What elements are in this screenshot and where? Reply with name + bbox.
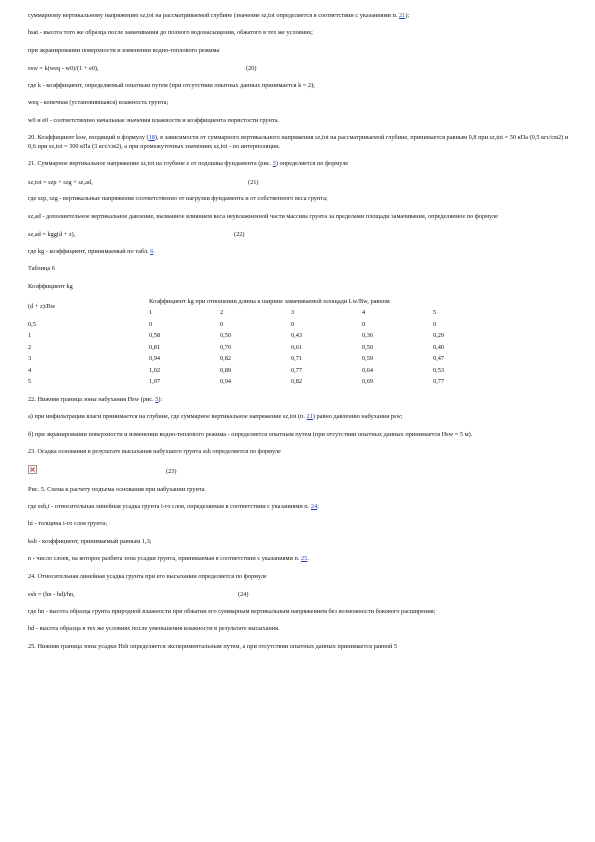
table-group-header: Коэффициент kg при отношении длины к ширине замачиваемой площади Lw/Bw, равном [149, 297, 390, 305]
paragraph: hi - толщина i-го слоя грунта; [28, 520, 107, 528]
paragraph: суммарному вертикальному напряжению sz,tot на рассматриваемой глубине (значение sz,tot определяется в соответствии с указаниями п. 21); [28, 12, 410, 19]
table-cell: 0 [362, 320, 366, 328]
table-cell: 0 [433, 320, 437, 328]
table-cell: 0,61 [291, 343, 303, 351]
broken-image-icon [28, 465, 37, 474]
table-cell: 0,43 [291, 332, 303, 340]
formula-number: (20) [246, 65, 257, 73]
table-cell: 0,70 [220, 343, 232, 351]
table-cell: 0,89 [220, 366, 232, 374]
table-cell: 0,82 [291, 378, 303, 386]
table-row [28, 318, 504, 330]
link-formula-18[interactable]: 18 [148, 134, 155, 142]
table-header-cell: 2 [220, 309, 224, 317]
link-clause-25[interactable]: 25 [300, 555, 308, 563]
table-row [28, 330, 504, 342]
table-cell: 0,50 [220, 332, 232, 340]
table-cell: 0,58 [149, 332, 161, 340]
table-header-cell: 1 [149, 309, 153, 317]
paragraph: где szp, szg - вертикальные напряжения соответственно от нагрузки фундамента и от собственного веса грунта; [28, 195, 328, 203]
table-header-cell: 3 [291, 309, 295, 317]
table-cell: 0,64 [362, 366, 374, 374]
table-cell: 0,77 [433, 378, 445, 386]
table-cell: 0,81 [149, 343, 161, 351]
table-cell: 0,71 [291, 355, 303, 363]
link-table-6[interactable]: 6 [150, 247, 154, 255]
table-cell: 0,5 [28, 320, 36, 328]
paragraph: hd - высота образца в тех же условиях после уменьшения влажности в результате высыхания. [28, 625, 280, 633]
table-label: Таблица 6 [28, 265, 55, 273]
paragraph: где esh,i - относительная линейная усадка грунта i-го слоя, определяемая в соответствии с указаниями п. 24; [28, 503, 319, 511]
paragraph-clause-25: 25. Нижняя граница зоны усадки Hsh определяется экспериментальным путем, а при отсутствии опытных данных принимается равной 5 [28, 642, 398, 650]
table-row [28, 353, 504, 365]
paragraph: ksh - коэффициент, принимаемый равным 1,3; [28, 537, 152, 545]
table-cell: 0,29 [433, 332, 445, 340]
table-cell: 0 [291, 320, 295, 328]
table-cell: 0,53 [433, 366, 445, 374]
table-cell: 1,07 [149, 378, 161, 386]
table-cell: 0 [149, 320, 153, 328]
link-clause-24[interactable]: 24 [310, 503, 318, 511]
link-figure-5[interactable]: 5 [272, 160, 276, 168]
table-header-cell: 4 [362, 309, 366, 317]
paragraph: где k - коэффициент, определяемый опытным путем (при отсутствии опытных данных принимается k = 2); [28, 81, 315, 89]
table-cell: 5 [28, 378, 32, 386]
paragraph-clause-20: 20. Коэффициент ksw, входящий в формулу (18), в зависимости от суммарного вертикального напряжения sz,tot на рассматриваемой глубине, принимается равным 0,8 при sz,tot = 50 кПа (0,5 кгс/см2) и 0,6 при sz,tot = 300 кПа (3 кгс/см2), а при промежуточных значениях sz,tot - по интерполяции. [28, 134, 569, 150]
table-cell: 0,94 [149, 355, 161, 363]
table-cell: 2 [28, 343, 32, 351]
table-header-row [28, 295, 504, 307]
formula-21 [28, 178, 576, 187]
paragraph: где kg - коэффициент, принимаемый по табл. 6. [28, 247, 155, 255]
coefficient-table [28, 295, 504, 387]
formula-20 [28, 64, 576, 73]
paragraph-clause-21: 21. Суммарное вертикальное напряжение sz,tot на глубине z от подошвы фундамента (рис. 5) определяется по формуле [28, 160, 349, 168]
table-cell: 0,50 [362, 343, 374, 351]
paragraph-clause-23: 23. Осадка основания в результате высыхания набухшего грунта ssh определяется по формуле [28, 448, 281, 456]
table-cell: 0,94 [220, 378, 232, 386]
table-cell: 1 [28, 332, 32, 340]
figure-caption: Рис. 5. Схема к расчету подъема основания при набухании грунта [28, 485, 205, 493]
table-row [28, 376, 504, 388]
formula-number: (21) [248, 178, 259, 186]
table-cell: 0,40 [433, 343, 445, 351]
table-cell: 4 [28, 366, 32, 374]
table-title: Коэффициент kg [28, 282, 73, 290]
table-cell: 0,59 [362, 355, 374, 363]
paragraph: n - число слоев, на которое разбита зона усадки грунта, принимаемая в соответствии с указаниями п. 25. [28, 555, 309, 563]
paragraph: w0 и e0 - соответственно начальные значения влажности и коэффициента пористости грунта. [28, 116, 280, 124]
formula-number: (24) [238, 590, 249, 598]
table-cell: 0,36 [362, 332, 374, 340]
table-cell: 0,82 [220, 355, 232, 363]
paragraph-clause-22: 22. Нижняя граница зоны набухания Hsw (рис. 5): [28, 396, 163, 404]
table-cell: 3 [28, 355, 32, 363]
table-cell: 0,69 [362, 378, 374, 386]
table-row [28, 341, 504, 353]
link-clause-21[interactable]: 21 [399, 12, 406, 19]
table-row [28, 364, 504, 376]
link-figure-5[interactable]: 5 [155, 396, 159, 404]
formula-text: sz,ad = kgg(d + z), [28, 231, 76, 239]
table-header-cell: 5 [433, 309, 437, 317]
formula-number: (23) [166, 467, 177, 475]
formula-text: esw = k(weq - w0)/(1 + e0), [28, 65, 99, 73]
table-header-cell: (d + z)/Bw [28, 303, 56, 311]
paragraph: где hn - высота образца грунта природной влажности при обжатии его суммарным вертикальным напряжением без возможности бокового расширения; [28, 607, 436, 615]
paragraph-clause-24: 24. Относительная линейная усадка грунта при его высыхании определяется по формуле [28, 572, 267, 580]
paragraph: sz,ad - дополнительное вертикальное давление, вызванное влиянием веса неувлажненной части массива грунта за пределами площади замачивания, определяемое по формуле [28, 212, 498, 220]
table-cell: 0,47 [433, 355, 445, 363]
paragraph: weq - конечная (установившаяся) влажность грунта; [28, 99, 169, 107]
formula-text: sz,tot = szp + szg + sz,ad, [28, 178, 93, 186]
formula-text: esh = (hn - hd)/hn, [28, 590, 75, 598]
paragraph: б) при экранировании поверхности и изменении водно-теплового режима - определяется опытным путем (при отсутствии опытных данных принимается Hsw = 5 м). [28, 430, 473, 438]
table-cell: 0,77 [291, 366, 303, 374]
formula-23 [28, 463, 576, 477]
link-clause-21[interactable]: 21 [306, 413, 313, 421]
document-page [28, 12, 576, 651]
formula-24 [28, 590, 576, 599]
formula-22 [28, 230, 576, 239]
paragraph: hsat - высота того же образца после замачивания до полного водонасыщения, обжатого в тех же условиях; [28, 29, 313, 37]
paragraph: а) при инфильтрации влаги принимается на глубине, где суммарное вертикальное напряжение sz,tot (п. 21) равно давлению набухания psw; [28, 413, 403, 421]
formula-number: (22) [234, 231, 245, 239]
table-cell: 0 [220, 320, 224, 328]
table-cell: 1,02 [149, 366, 161, 374]
paragraph: при экранировании поверхности и изменении водно-теплового режима [28, 46, 220, 54]
